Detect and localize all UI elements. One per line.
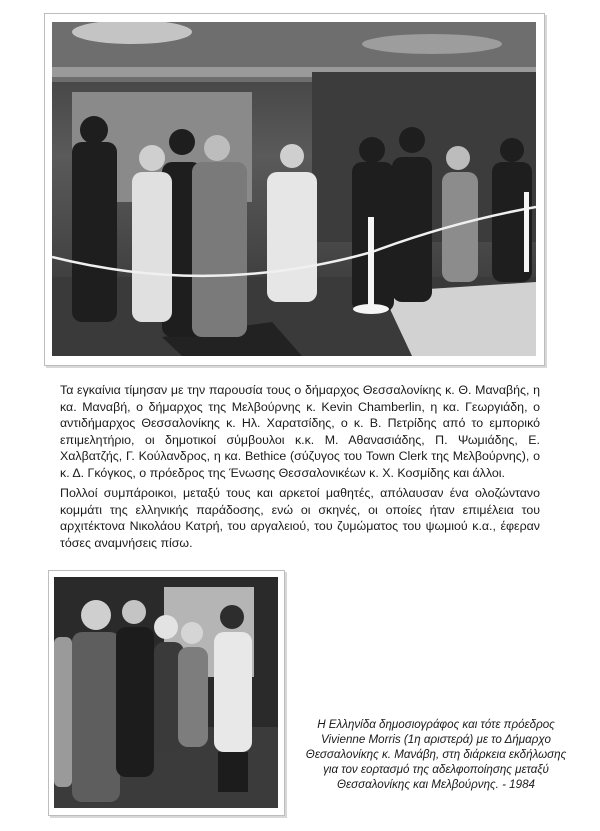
paragraph-guests: Τα εγκαίνια τίμησαν με την παρουσία τους ο δήμαρχος Θεσσαλονίκης κ. Θ. Μαναβής, η κα. Μαναβή, ο δήμαρχος της Μελβούρνης κ. Kevin Chamberlin, η κα. Γεωργιάδη, ο αντιδήμαρχος Θεσσαλονίκης κ. Ηλ. Χαρατσίδης, ο κ. Β. Πετρίδης από το εμπορικό επιμελητήριο, οι δημοτικοί σύμβουλοι κ.κ. Μ. Αθανασιάδης, Π. Ψωμιάδης, Ε. Χαλβατζής, Γ. Κούλανδρος, η κα. Bethice (σύζυγος του Town Clerk της Μελβούρνης), ο κ. Δ. Γκόγκος, ο πρόεδρος της Ένωσης Θεσσαλονικέων κ. Χ. Κοσμίδης και άλλοι. [60,383,540,480]
mayor-with-journalist-photo [54,577,278,808]
mayor-with-journalist-illustration [54,577,278,808]
top-photo-frame [44,13,545,366]
paragraph-visitors: Πολλοί συμπάροικοι, μεταξύ τους και αρκετοί μαθητές, απόλαυσαν ένα ολοζώντανο κομμάτι της ελληνικής παράδοσης, ενώ οι σκηνές, οι οποίες ήταν επιμέλεια του αρχιτέκτονα Νικολάου Κατρή, του αργαλειού, του ζυμώματος του ψωμιού κ.α., έφεραν τόσες αναμνήσεις πίσω. [60,486,540,550]
bottom-photo-frame [48,570,285,816]
opening-ceremony-illustration [52,22,536,356]
photo-caption: Η Ελληνίδα δημοσιογράφος και τότε πρόεδρος Vivienne Morris (1η αριστερά) με το Δήμαρχο Θεσσαλονίκης κ. Μανάβη, στη διάρκεια εκδήλωσης για τον εορτασμό της αδελφοποίησης μεταξύ Θεσσαλονίκης και Μελβούρνης. - 1984 [305,718,567,791]
opening-ceremony-photo [52,22,536,356]
